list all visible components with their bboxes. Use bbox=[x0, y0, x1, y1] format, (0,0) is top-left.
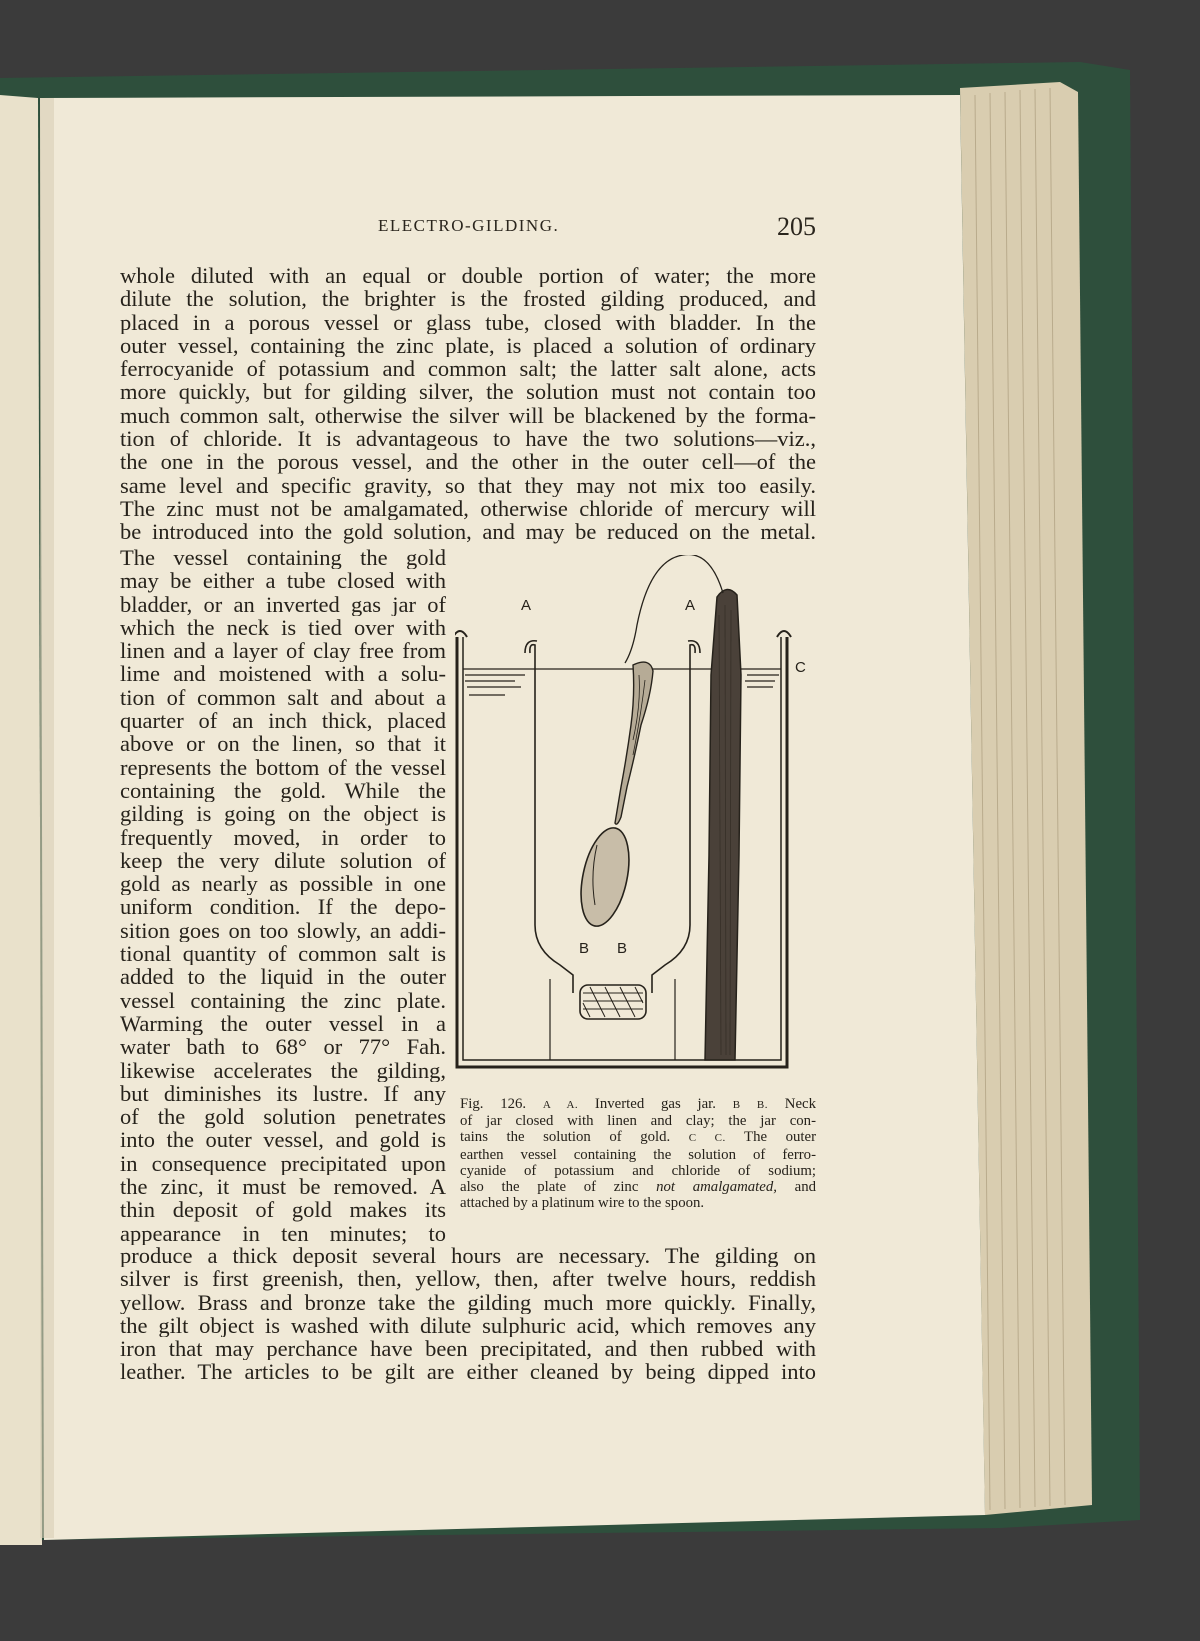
text-line: produce a thick deposit several hours are necessary. The gilding on bbox=[120, 1244, 816, 1268]
text-line: but diminishes its lustre. If any bbox=[120, 1081, 446, 1106]
caption-line: Fig. 126. A A. Inverted gas jar. B B. Neck bbox=[460, 1096, 816, 1112]
text-line: lime and moistened with a solu- bbox=[120, 662, 446, 686]
text-line: the gilt object is washed with dilute sulphuric acid, which removes any bbox=[120, 1313, 816, 1338]
body-text-top bbox=[120, 264, 816, 544]
text-line: silver is first greenish, then, yellow, then, after twelve hours, reddish bbox=[120, 1267, 816, 1291]
text-line: placed in a porous vessel or glass tube, closed with bladder. In the bbox=[120, 310, 816, 334]
text-line: likewise accelerates the gilding, bbox=[120, 1058, 446, 1082]
text-line: quarter of an inch thick, placed bbox=[120, 709, 446, 733]
text-line: water bath to 68° or 77° Fah. bbox=[120, 1035, 446, 1059]
text-line: yellow. Brass and bronze take the gilding much more quickly. Finally, bbox=[120, 1290, 816, 1314]
text-line: which the neck is tied over with bbox=[120, 615, 446, 640]
label-a-right: A bbox=[685, 597, 696, 614]
running-head: ELECTRO-GILDING. bbox=[378, 216, 560, 235]
page-number: 205 bbox=[777, 212, 816, 241]
text-line: may be either a tube closed with bbox=[120, 569, 446, 593]
jar-neck-clay bbox=[580, 985, 646, 1019]
gilding-apparatus-illustration bbox=[455, 555, 815, 1077]
text-line: of the gold solution penetrates bbox=[120, 1105, 446, 1129]
text-line: tion of chloride. It is advantageous to have the two solutions—viz., bbox=[120, 427, 816, 451]
text-line: gold as nearly as possible in one bbox=[120, 872, 446, 896]
text-line: sition goes on too slowly, an addi- bbox=[120, 918, 446, 943]
text-line: the one in the porous vessel, and the other in the outer cell—of the bbox=[120, 450, 816, 474]
figure-caption bbox=[460, 1096, 816, 1211]
text-line: added to the liquid in the outer bbox=[120, 965, 446, 989]
text-line: The vessel containing the gold bbox=[120, 546, 446, 570]
figure-126 bbox=[455, 555, 815, 1077]
text-line: into the outer vessel, and gold is bbox=[120, 1128, 446, 1152]
spoon bbox=[573, 662, 653, 930]
text-line: vessel containing the zinc plate. bbox=[120, 988, 446, 1012]
text-line: represents the bottom of the vessel bbox=[120, 755, 446, 779]
label-b-right: B bbox=[617, 940, 628, 957]
text-line: gilding is going on the object is bbox=[120, 802, 446, 826]
text-line: more quickly, but for gilding silver, the solution must not contain too bbox=[120, 380, 816, 404]
text-line: appearance in ten minutes; to bbox=[120, 1221, 446, 1245]
text-line: in consequence precipitated upon bbox=[120, 1151, 446, 1176]
caption-line: tains the solution of gold. C C. The outer bbox=[460, 1129, 816, 1146]
text-line: ferrocyanide of potassium and common salt; the latter salt alone, acts bbox=[120, 357, 816, 381]
text-line: uniform condition. If the depo- bbox=[120, 895, 446, 919]
zinc-plate bbox=[705, 589, 741, 1060]
text-line: Warming the outer vessel in a bbox=[120, 1011, 446, 1036]
text-line: The zinc must not be amalgamated, otherwise chloride of mercury will bbox=[120, 496, 816, 521]
text-line: tional quantity of common salt is bbox=[120, 942, 446, 966]
caption-line: earthen vessel containing the solution of ferro- bbox=[460, 1146, 816, 1163]
text-line: whole diluted with an equal or double portion of water; the more bbox=[120, 264, 816, 288]
caption-line: of jar closed with linen and clay; the jar con- bbox=[460, 1113, 816, 1130]
text-line: dilute the solution, the brighter is the frosted gilding produced, and bbox=[120, 287, 816, 311]
text-line: outer vessel, containing the zinc plate, is placed a solution of ordinary bbox=[120, 333, 816, 358]
platinum-wire bbox=[625, 555, 723, 663]
caption-line: cyanide of potassium and chloride of sodium; bbox=[460, 1162, 816, 1179]
text-line: bladder, or an inverted gas jar of bbox=[120, 592, 446, 616]
figure-number: Fig. 126. bbox=[460, 1096, 527, 1112]
text-line: tion of common salt and about a bbox=[120, 685, 446, 710]
label-b-left: B bbox=[579, 940, 590, 957]
text-line: much common salt, otherwise the silver will be blackened by the forma- bbox=[120, 403, 816, 428]
text-line: keep the very dilute solution of bbox=[120, 848, 446, 873]
body-text-beside-figure bbox=[120, 546, 446, 1245]
text-line: be introduced into the gold solution, and may be reduced on the metal. bbox=[120, 520, 816, 544]
text-line: iron that may perchance have been precipitated, and then rubbed with bbox=[120, 1337, 816, 1361]
page-header bbox=[120, 212, 816, 246]
text-line: same level and specific gravity, so that they may not mix too easily. bbox=[120, 473, 816, 497]
text-line: frequently moved, in order to bbox=[120, 825, 446, 849]
caption-line: attached by a platinum wire to the spoon. bbox=[460, 1195, 705, 1212]
text-line: linen and a layer of clay free from bbox=[120, 639, 446, 663]
caption-line: also the plate of zinc not amalgamated, and bbox=[460, 1179, 816, 1196]
label-c-right: C bbox=[795, 659, 806, 676]
text-line: thin deposit of gold makes its bbox=[120, 1198, 446, 1222]
text-line: containing the gold. While the bbox=[120, 778, 446, 803]
text-line: above or on the linen, so that it bbox=[120, 732, 446, 756]
text-line: the zinc, it must be removed. A bbox=[120, 1175, 446, 1199]
body-text-bottom bbox=[120, 1244, 816, 1384]
label-a-left: A bbox=[521, 597, 532, 614]
text-line: leather. The articles to be gilt are either cleaned by being dipped into bbox=[120, 1360, 816, 1384]
